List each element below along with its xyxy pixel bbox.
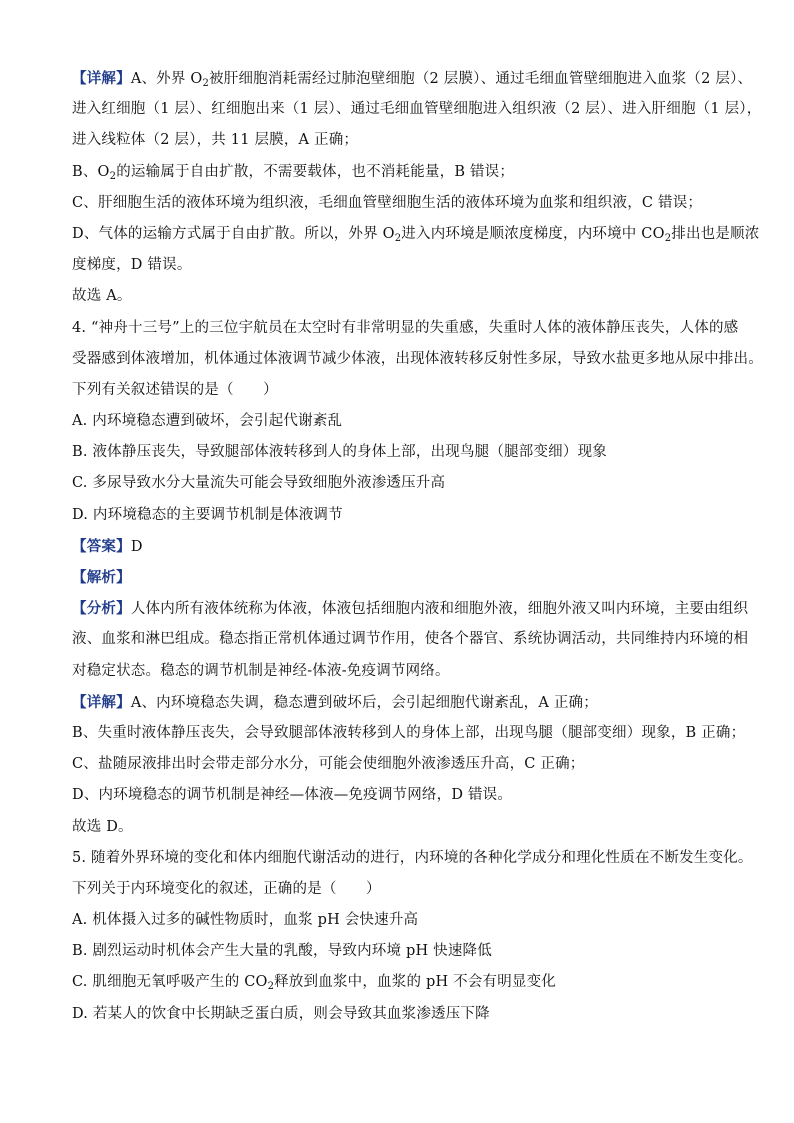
q4-stem-line-2: 受器感到体液增加，机体通过体液调节减少体液，出现体液转移反射性多尿，导致水盐更多地从尿中排出。: [72, 350, 763, 367]
q4-detail-line-1: 【详解】A、内环境稳态失调，稳态遭到破坏后，会引起细胞代谢紊乱，A 正确；: [72, 693, 598, 711]
q4-stem-line-3: 下列有关叙述错误的是（ ）: [72, 381, 278, 398]
q4-stem-line-1: 4. “神舟十三号”上的三位宇航员在太空时有非常明显的失重感，失重时人体的液体静压丧失，人体的感: [72, 319, 739, 336]
q4-detail-line-3: C、盐随尿液排出时会带走部分水分，可能会使细胞外液渗透压升高，C 正确；: [72, 756, 585, 773]
q4-fenxi-line-3: 对稳定状态。稳态的调节机制是神经-体液-免疫调节网络。: [72, 662, 450, 679]
q3-choice: 故选 A。: [72, 288, 132, 305]
q5-option-a: A. 机体摄入过多的碱性物质时，血浆 pH 会快速升高: [72, 912, 419, 929]
q5-option-c: C. 肌细胞无氧呼吸产生的 $CO_2$释放到血浆中，血浆的 pH 不会有明显变化: [72, 974, 556, 993]
q5-option-d: D. 若某人的饮食中长期缺乏蛋白质，则会导致其血浆渗透压下降: [72, 1005, 490, 1022]
q4-option-b: B. 液体静压丧失，导致腿部体液转移到人的身体上部，出现鸟腿（腿部变细）现象: [72, 444, 607, 461]
q4-answer: 【答案】D: [72, 537, 143, 555]
bracket-close: 】: [116, 70, 131, 87]
q3-detail-line-2: 进入红细胞（1 层）、红细胞出来（1 层）、通过毛细血管壁细胞进入组织液（2 层）、进入肝细胞（1 层），: [72, 101, 762, 118]
q5-stem-line-2: 下列关于内环境变化的叙述，正确的是（ ）: [72, 880, 381, 897]
q3-detail-line-7: 度梯度，D 错误。: [72, 257, 192, 274]
q4-fenxi-line-1: 【分析】人体内所有液体统称为体液，体液包括细胞内液和细胞外液，细胞外液又叫内环境，主要由组织: [72, 600, 749, 618]
q4-choice: 故选 D。: [72, 818, 133, 835]
document-content: [72, 63, 763, 1030]
q4-option-a: A. 内环境稳态遭到破坏，会引起代谢紊乱: [72, 413, 343, 430]
q5-stem-line-1: 5. 随着外界环境的变化和体内细胞代谢活动的进行，内环境的各种化学成分和理化性质在不断发生变化。: [72, 849, 753, 866]
q3-detail-line-5: C、肝细胞生活的液体环境为组织液，毛细血管壁细胞生活的液体环境为血浆和组织液，C 错误；: [72, 194, 703, 211]
q4-analysis-heading: 【解析】: [72, 569, 131, 586]
q3-detail-line-4: B、$O_2$的运输属于自由扩散，不需要载体，也不消耗能量，B 错误；: [72, 163, 515, 182]
q3-detail-line-6: D、气体的运输方式属于自由扩散。所以，外界 $O_2$进入内环境是顺浓度梯度，内环境中 $CO_2$排出也是顺浓: [72, 225, 760, 244]
detail-tag: 详解: [86, 693, 117, 711]
q4-option-d: D. 内环境稳态的主要调节机制是体液调节: [72, 506, 343, 523]
q4-detail-line-4: D、内环境稳态的调节机制是神经—体液—免疫调节网络，D 错误。: [72, 787, 513, 804]
q4-detail-line-2: B、失重时液体静压丧失，会导致腿部体液转移到人的身体上部，出现鸟腿（腿部变细）现象，B 正确；: [72, 724, 746, 741]
q4-option-c: C. 多尿导致水分大量流失可能会导致细胞外液渗透压升高: [72, 475, 446, 492]
answer-tag: 答案: [86, 537, 117, 555]
bracket-open: 【: [72, 70, 87, 87]
q3-detail-line-3: 进入线粒体（2 层），共 11 层膜，A 正确；: [72, 132, 359, 149]
q3-detail-line-1: 【详解】A、外界 $O_2$被肝细胞消耗需经过肺泡壁细胞（2 层膜）、通过毛细血管壁细胞进入血浆（2 层）、: [72, 70, 753, 89]
q4-fenxi-line-2: 液、血浆和淋巴组成。稳态指正常机体通过调节作用，使各个器官、系统协调活动，共同维持内环境的相: [72, 631, 749, 648]
answer-value: D: [130, 538, 143, 555]
fenxi-tag: 分析: [86, 600, 117, 618]
q5-option-b: B. 剧烈运动时机体会产生大量的乳酸，导致内环境 pH 快速降低: [72, 943, 492, 960]
analysis-tag: 解析: [86, 569, 117, 586]
detail-tag: 详解: [86, 70, 117, 87]
